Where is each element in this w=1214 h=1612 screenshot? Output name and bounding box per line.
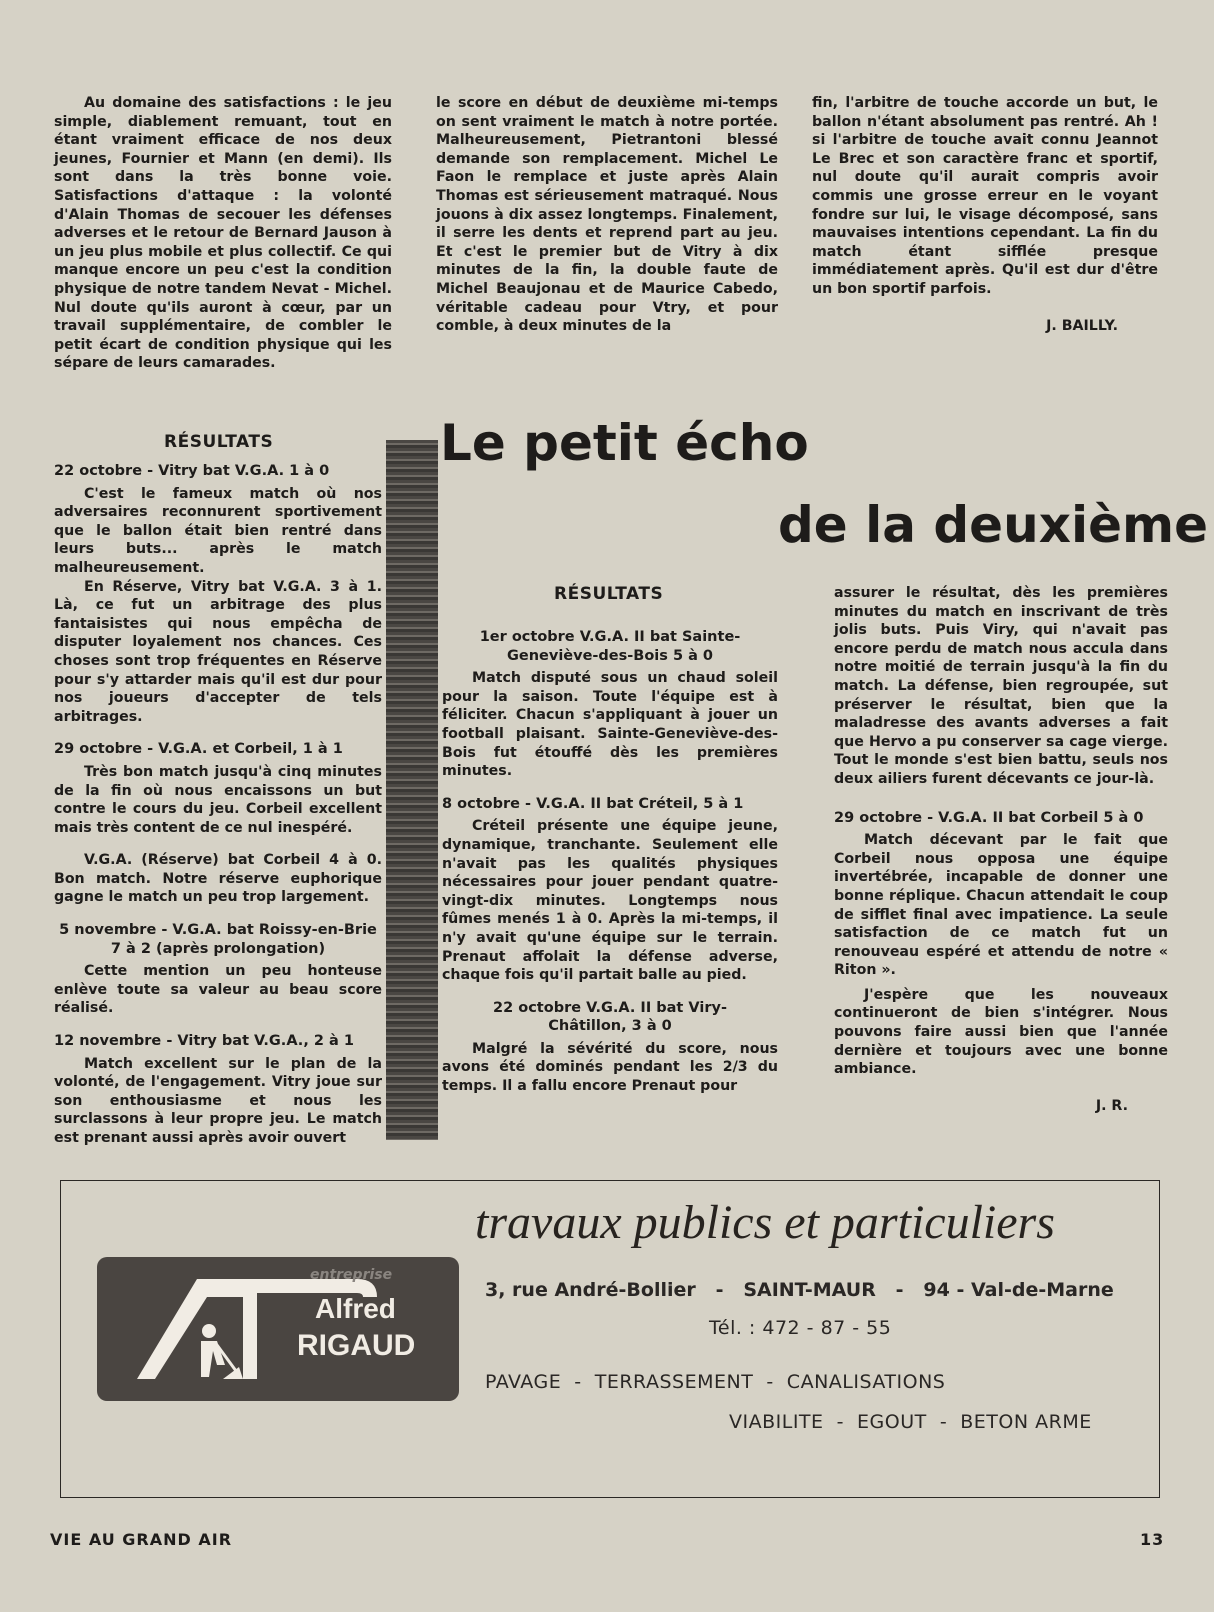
column-2-top [436, 94, 778, 336]
result-heading: 22 octobre - Vitry bat V.G.A. 1 à 0 [54, 463, 330, 479]
ad-phone: Tél. : 472 - 87 - 55 [709, 1317, 892, 1339]
result-text: V.G.A. (Réserve) bat Corbeil 4 à 0. Bon match. Notre réserve euphorique gagne le match un peu trop largement. [54, 852, 382, 906]
result-text: Cette mention un peu honteuse enlève toute sa valeur au beau score réalisé. [54, 963, 382, 1017]
result-heading: 29 octobre - V.G.A. II bat Corbeil 5 à 0 [834, 809, 1144, 826]
logo-name-last: RIGAUD [297, 1329, 416, 1362]
magazine-name: VIE AU GRAND AIR [50, 1530, 233, 1549]
result-heading: 1er octobre V.G.A. II bat Sainte-Geneviève-des-Bois 5 à 0 [479, 629, 741, 664]
result-text: Malgré la sévérité du score, nous avons été dominés pendant les 2/3 du temps. Il a fallu encore Prenaut pour [442, 1040, 778, 1095]
ad-address: 3, rue André-Bollier - SAINT-MAUR - 94 - Val-de-Marne [485, 1279, 1114, 1301]
column-1-top [54, 94, 392, 373]
result-text: Match décevant par le fait que Corbeil nous opposa une équipe invertébrée, incapable de donner une bonne réplique. Chacun attendait le coup de sifflet final avec impatience. La seule satisfaction de ce match fut un renouveau espéré et attendu de notre « Riton ». [834, 832, 1168, 979]
result-heading: 22 octobre V.G.A. II bat Viry-Châtillon, 3 à 0 [493, 999, 727, 1035]
result-text: J'espère que les nouveaux continueront de bien s'intégrer. Nous pouvons faire aussi bien que l'année dernière et toujours avec une bonne ambiance. [834, 986, 1168, 1078]
result-text: assurer le résultat, dès les premières minutes du match en inscrivant de très jolis buts. Puis Viry, qui n'avait pas encore perdu de match nous accula dans notre moitié de terrain jusqu'à la fin du match. La défense, bien regroupée, sut préserver le résultat, bien que la maladresse des avants adverses a fait que Hervo a pu conserver sa cage vierge. Tout le monde s'est bien battu, seuls nos deux ailiers furent décevants ce jour-là. [834, 585, 1168, 787]
results-heading-middle: RÉSULTATS [554, 584, 664, 604]
article-title-line2: de la deuxième [778, 496, 1209, 554]
column-3-top [812, 94, 1158, 335]
column-2-results [442, 628, 778, 1096]
page-number: 13 [1140, 1530, 1165, 1549]
signature: J. BAILLY. [1046, 317, 1118, 334]
advertisement [60, 1180, 1160, 1498]
result-text: En Réserve, Vitry bat V.G.A. 3 à 1. Là, ce fut un arbitrage des plus fantaisistes qui nous empêcha de disputer loyalement nos chances. Ces choses sont trop fréquentes en Réserve pour s'y attarder mais qu'il est dur pour nos joueurs d'accepter de tels arbitrages. [54, 578, 382, 725]
result-heading: 12 novembre - Vitry bat V.G.A., 2 à 1 [54, 1033, 354, 1050]
signature: J. R. [1095, 1097, 1128, 1114]
column-3-results [834, 584, 1168, 1115]
result-text: Très bon match jusqu'à cinq minutes de la fin où nous encaissons un but contre le cours du jeu. Corbeil excellent mais très content de ce nul inespéré. [54, 763, 382, 836]
column-1-results [54, 462, 382, 1148]
company-logo [97, 1257, 459, 1401]
ad-services-line1: PAVAGE - TERRASSEMENT - CANALISATIONS [485, 1371, 946, 1393]
paragraph: le score en début de deuxième mi-temps on sent vraiment le match à notre portée. Malheureusement, Pietrantoni blessé demande son remplacement. Michel Le Faon le remplace et juste après Alain Thomas est sérieusement matraqué. Nous jouons à dix assez longtemps. Finalement, il serre les dents et reprend part au jeu. Et c'est le premier but de Vitry à dix minutes de la fin, la double faute de Michel Beaujonau et de Maurice Cabedo, véritable cadeau pour Vtry, et pour comble, à deux minutes de la [436, 95, 778, 335]
result-heading: 29 octobre - V.G.A. et Corbeil, 1 à 1 [54, 741, 343, 758]
results-heading-left: RÉSULTATS [164, 432, 274, 452]
logo-name-first: Alfred [315, 1293, 396, 1324]
article-title-line1: Le petit écho [440, 414, 809, 472]
result-text: Créteil présente une équipe jeune, dynamique, tranchante. Seulement elle n'avait pas les qualités physiques nécessaires pour jouer pendant quatre-vingt-dix minutes. Longtemps nous fûmes menés 1 à 0. Après la mi-temps, il n'y avait qu'une équipe sur le terrain. Prenaut affolait la défense adverse, chaque fois qu'il partait balle au pied. [442, 818, 778, 984]
paragraph: Au domaine des satisfactions : le jeu simple, diablement remuant, tout en étant vraiment efficace de nos deux jeunes, Fournier et Mann (en demi). Ils sont dans la très bonne voie. Satisfactions d'attaque : la volonté d'Alain Thomas de secouer les défenses adverses et le retour de Bernard Jauson à un jeu plus mobile et plus collectif. Ce qui manque encore un peu c'est la condition physique de notre tandem Nevat - Michel. Nul doute qu'ils auront à cœur, par un travail supplémentaire, de combler le petit écart de condition physique qui les sépare de leurs camarades. [54, 95, 392, 372]
result-text: C'est le fameux match où nos adversaires reconnurent sportivement que le ballon était bien rentré dans leurs buts... après le match malheureusement. [54, 485, 382, 576]
logo-small-text: entreprise [310, 1267, 393, 1283]
result-heading: 8 octobre - V.G.A. II bat Créteil, 5 à 1 [442, 795, 744, 812]
result-text: Match disputé sous un chaud soleil pour la saison. Toute l'équipe est à féliciter. Chacun s'appliquant à jouer un football plaisant. Sainte-Geneviève-des-Bois fut étouffé dès les premières minutes. [442, 670, 778, 780]
result-text: Match excellent sur le plan de la volonté, de l'engagement. Vitry joue sur son enthousiasme et nous les surclassons à leur propre jeu. Le match est prenant aussi après avoir ouvert [54, 1055, 382, 1146]
decorative-vertical-bar [386, 440, 438, 1140]
paragraph: fin, l'arbitre de touche accorde un but, le ballon n'étant absolument pas rentré. Ah ! si l'arbitre de touche avait connu Jeannot Le Brec et son caractère franc et sportif, nul doute qu'il aurait compris avoir commis une grosse erreur en le voyant fondre sur lui, le visage décomposé, sans mauvaises intentions cependant. La fin du match étant sifflée presque immédiatement après. Qu'il est dur d'être un bon sportif parfois. [812, 95, 1158, 297]
ad-services-line2: VIABILITE - EGOUT - BETON ARME [729, 1411, 1092, 1433]
result-heading: 5 novembre - V.G.A. bat Roissy-en-Brie 7 à 2 (après prolongation) [59, 922, 377, 957]
ad-tagline: travaux publics et particuliers [475, 1196, 1055, 1249]
